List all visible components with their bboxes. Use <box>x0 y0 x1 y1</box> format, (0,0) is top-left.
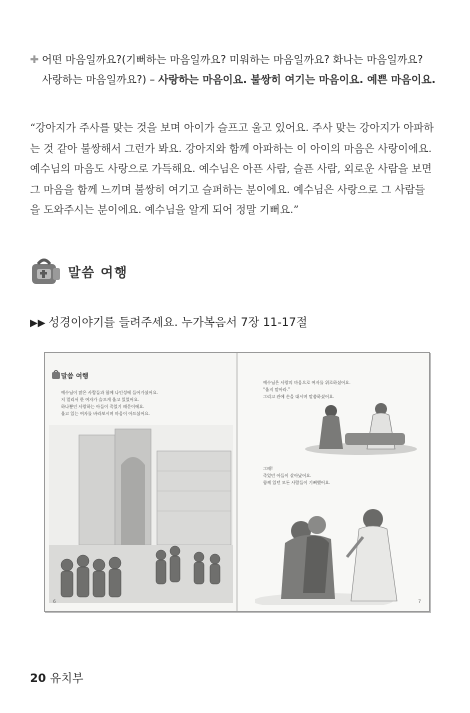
jesus-and-embrace-illustration <box>255 493 421 605</box>
quote-line: 그 마음을 함께 느끼며 불쌍히 여기고 슬퍼하는 분이에요. 예수님은 사랑으로 그 사람들 <box>30 183 426 196</box>
jesus-comforting-woman-illustration <box>301 397 421 455</box>
quote-line: 예수님의 마음도 사랑으로 가득해요. 예수님은 아픈 사람, 슬픈 사람, 외로운 사람을 보면 <box>30 163 432 175</box>
bag-icon <box>28 255 62 287</box>
storybook-spread <box>44 352 430 612</box>
book-right-text-line: 예수님은 사랑의 마음으로 여자를 위로하셨어요. <box>263 380 351 385</box>
book-left-text-line: 울고 있는 여자를 바라보시며 마음이 아프셨어요. <box>61 411 150 416</box>
book-right-text-line: “울지 말아라.” <box>263 387 291 392</box>
question-text-1: 어떤 마음일까요?(기뻐하는 마음일까요? 미워하는 마음일까요? 화나는 마음일까요? <box>41 54 423 66</box>
page-footer <box>30 670 83 686</box>
section-header <box>28 255 128 287</box>
story-instruction-text: 성경이야기를 들려주세요. 누가복음서 7장 11-17절 <box>48 315 308 329</box>
book-left-text-line: 예수님이 많은 사람들과 함께 나인성에 들어가셨어요. <box>61 390 158 395</box>
book-left-text-line: 하나뿐인 사랑하는 아들이 죽었기 때문이에요. <box>61 404 145 409</box>
footer-label: 유치부 <box>50 671 84 685</box>
double-arrow-icon: ▶▶ <box>30 318 46 329</box>
story-instruction <box>30 314 307 330</box>
question-block <box>30 50 450 90</box>
question-line-2 <box>30 70 450 90</box>
city-crowd-illustration <box>49 425 233 603</box>
book-right-text-line: 죽었던 아들이 살아났어요. <box>263 473 312 478</box>
section-title: 말씀 여행 <box>68 265 128 281</box>
quote-line: 을 도와주시는 분이에요. 예수님을 알게 되어 정말 기뻐요.” <box>30 204 299 216</box>
question-text-2: 사랑하는 마음일까요?) – <box>42 74 159 86</box>
plus-icon: ✚ <box>30 54 39 66</box>
question-line-1 <box>30 50 450 70</box>
book-left-page-number: 6 <box>53 600 56 605</box>
book-left-title: 말씀 여행 <box>61 372 89 380</box>
book-right-text-line: 함께 있던 모든 사람들이 기뻐했어요. <box>263 480 331 485</box>
book-gutter <box>236 353 238 611</box>
answer-text: 사랑하는 마음이요. 불쌍히 여기는 마음이요. 예쁜 마음이요. <box>158 74 436 86</box>
quote-paragraph <box>30 118 448 221</box>
mini-bag-icon <box>51 369 61 379</box>
book-right-text-line: 그리고 관에 손을 대시며 말씀하셨어요. <box>263 394 335 399</box>
book-right-page-number: 7 <box>418 600 421 605</box>
quote-line: 는 것 같아 불쌍해서 그런가 봐요. 강아지와 함께 아파하는 이 아이의 마음은 사랑이에요. <box>30 142 432 155</box>
book-left-text-line: 저 멀리서 한 여자가 슬프게 울고 있었어요. <box>61 397 140 402</box>
book-right-text-line: 그때! <box>263 466 273 471</box>
quote-line: “강아지가 주사를 맞는 것을 보며 아이가 슬프고 울고 있어요. 주사 맞는 강아지가 아파하 <box>30 122 434 134</box>
page-number: 20 <box>30 671 47 685</box>
